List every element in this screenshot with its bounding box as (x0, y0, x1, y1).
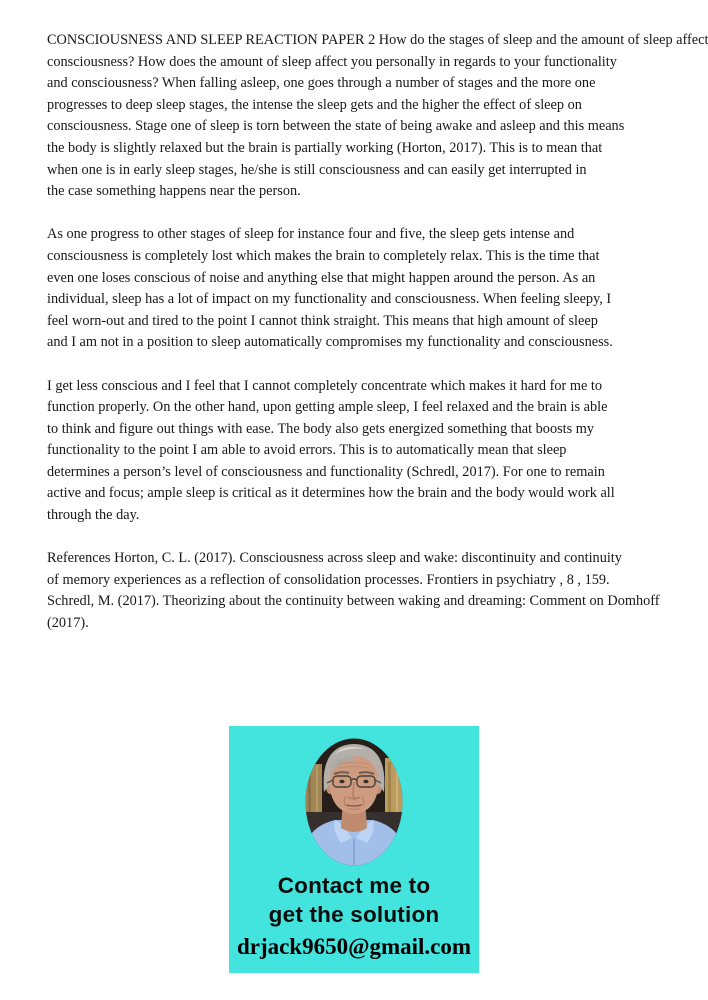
text-line: the body is slightly relaxed but the brain is partially working (Horton, 2017). This is to mean that (47, 139, 603, 156)
text-line: to think and figure out things with ease. The body also gets energized something that boosts my (47, 420, 595, 437)
text-line: of memory experiences as a reflection of consolidation processes. Frontiers in psychiatry , 8 , 159. (47, 571, 610, 588)
text-line: consciousness. Stage one of sleep is torn between the state of being awake and asleep and this means (47, 118, 625, 135)
text-line: CONSCIOUSNESS AND SLEEP REACTION PAPER 2 How do the stages of sleep and the amount of sleep affect (47, 32, 708, 48)
tutor-portrait-illustration (305, 738, 403, 866)
text-line: individual, sleep has a lot of impact on my functionality and consciousness. When feeling sleepy, I (47, 291, 612, 308)
contact-line-1: Contact me to (277, 873, 431, 898)
text-line: even one loses conscious of noise and anything else that might happen around the person. As an (47, 269, 596, 286)
text-line: Schredl, M. (2017). Theorizing about the continuity between waking and dreaming: Comment on Domhoff (47, 593, 660, 610)
tutor-photo (229, 738, 479, 866)
text-line: References Horton, C. L. (2017). Consciousness across sleep and wake: discontinuity and continuity (47, 550, 622, 567)
essay-text (47, 30, 708, 656)
contact-line-2: get the solution (268, 902, 440, 927)
text-line: I get less conscious and I feel that I cannot completely concentrate which makes it hard for me to (47, 377, 602, 394)
text-line: As one progress to other stages of sleep for instance four and five, the sleep gets intense and (47, 226, 575, 243)
paragraph (47, 224, 708, 354)
paragraph (47, 548, 708, 634)
contact-email: drjack9650@gmail.com (236, 934, 472, 959)
text-line: functionality to the point I am able to avoid errors. This is to automatically mean that sleep (47, 442, 567, 459)
text-line: determines a person’s level of consciousness and functionality (Schredl, 2017). For one to remain (47, 463, 605, 480)
paragraph (47, 30, 708, 203)
text-line: active and focus; ample sleep is critical as it determines how the brain and the body would work all (47, 485, 615, 502)
text-line: and I am not in a position to sleep automatically compromises my functionality and consciousness. (47, 334, 613, 351)
text-line: when one is in early sleep stages, he/she is still consciousness and can easily get interrupted in (47, 161, 587, 178)
contact-card (229, 726, 479, 973)
text-line: consciousness? How does the amount of sleep affect you personally in regards to your functionality (47, 53, 617, 70)
text-line: consciousness is completely lost which makes the brain to completely relax. This is the time that (47, 247, 600, 264)
paragraph (47, 376, 708, 527)
text-line: the case something happens near the person. (47, 183, 301, 200)
text-line: function properly. On the other hand, upon getting ample sleep, I feel relaxed and the brain is able (47, 399, 608, 416)
text-line: progresses to deep sleep stages, the intense the sleep gets and the higher the effect of sleep on (47, 96, 582, 113)
text-line: (2017). (47, 615, 89, 632)
text-line: through the day. (47, 507, 140, 524)
text-line: feel worn-out and tired to the point I cannot think straight. This means that high amount of sleep (47, 312, 598, 329)
text-line: and consciousness? When falling asleep, one goes through a number of stages and the more one (47, 75, 596, 92)
